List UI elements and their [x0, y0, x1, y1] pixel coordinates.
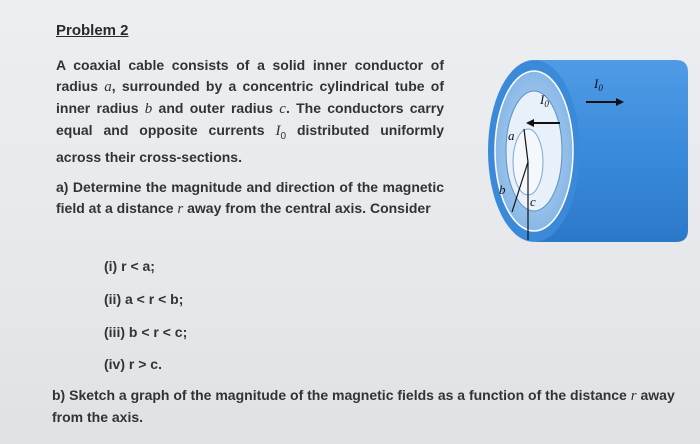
problem-title: Problem 2	[56, 22, 129, 39]
symbol-b: b	[144, 101, 153, 117]
part-b-paragraph	[52, 385, 682, 428]
part-a-text-2: away from the central axis. Consider	[183, 200, 431, 216]
part-a-text-1: a) Determine the magnitude and direction of the magnetic field at a distance	[56, 179, 444, 216]
case-iv: (iv) r > c.	[104, 356, 162, 372]
coaxial-cable-figure	[468, 52, 688, 252]
label-a: a	[508, 128, 515, 143]
case-iii: (iii) b < r < c;	[104, 324, 188, 340]
symbol-I0: I	[275, 123, 281, 139]
part-a-paragraph	[56, 177, 444, 220]
case-i: (i) r < a;	[104, 258, 155, 274]
symbol-r: r	[177, 201, 184, 217]
symbol-r-b: r	[630, 388, 637, 404]
intro-text-2: , surrounded by a concentric cylindrical tube of inner radius	[56, 78, 444, 116]
intro-text-5: distributed uniformly across their cross-sections.	[56, 122, 444, 165]
outer-current-label: $I_0$	[594, 76, 603, 93]
symbol-I0-sub: 0	[280, 130, 287, 142]
case-ii: (ii) a < r < b;	[104, 291, 184, 307]
inner-current-label: $I_0$	[540, 92, 549, 109]
intro-text-3: and outer radius	[152, 100, 280, 116]
label-b: b	[499, 182, 506, 197]
part-b-text-1: b) Sketch a graph of the magnitude of the magnetic fields as a function of the distance	[52, 387, 631, 403]
intro-paragraph	[56, 55, 444, 168]
symbol-a: a	[104, 79, 112, 95]
symbol-c: c	[279, 101, 286, 117]
intro-text-1: A coaxial cable consists of a solid inner conductor of radius	[56, 57, 444, 94]
part-b-text-2: away from the axis.	[52, 387, 675, 425]
intro-text-4: . The conductors carry equal and opposite currents	[56, 100, 444, 138]
label-c: c	[530, 194, 536, 209]
